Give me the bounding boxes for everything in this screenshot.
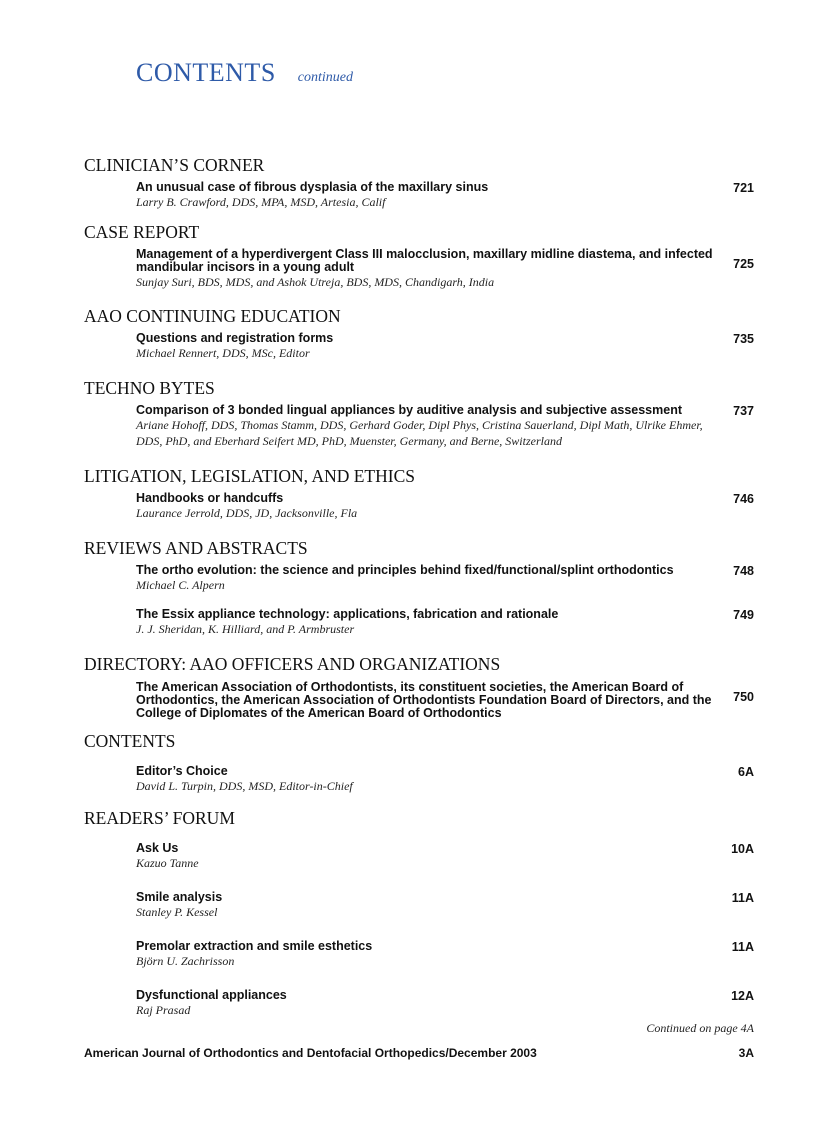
entry-title[interactable]: An unusual case of fibrous dysplasia of the maxillary sinus [136, 180, 489, 194]
entry-authors: Raj Prasad [136, 1003, 191, 1017]
toc-entry[interactable] [136, 608, 756, 637]
entry-page-number[interactable]: 749 [733, 608, 754, 622]
entry-title[interactable]: Management of a hyperdivergent Class III malocclusion, maxillary midline diastema, and infected mandibular incisors in a young adult [136, 247, 713, 274]
section-heading-litigation: LITIGATION, LEGISLATION, AND ETHICS [84, 466, 415, 486]
page-subtitle: continued [297, 70, 353, 85]
entry-page-number[interactable]: 721 [733, 181, 754, 195]
footer-journal: American Journal of Orthodontics and Dentofacial Orthopedics/December 2003 [84, 1046, 537, 1060]
toc-entry[interactable] [136, 181, 756, 210]
entry-page-number[interactable]: 735 [733, 332, 754, 346]
toc-entry[interactable] [136, 404, 756, 449]
toc-entry[interactable] [136, 842, 756, 871]
entry-title[interactable]: Ask Us [136, 841, 179, 855]
section-heading-reviews-and-abstracts: REVIEWS AND ABSTRACTS [84, 538, 308, 558]
page-title-text: CONTENTS [136, 58, 276, 87]
entry-authors: J. J. Sheridan, K. Hilliard, and P. Armbruster [136, 622, 355, 636]
section-heading-directory: DIRECTORY: AAO OFFICERS AND ORGANIZATIONS [84, 654, 501, 674]
entry-authors: Sunjay Suri, BDS, MDS, and Ashok Utreja, BDS, MDS, Chandigarh, India [136, 275, 495, 289]
entry-title[interactable]: Questions and registration forms [136, 331, 334, 345]
entry-authors: Ariane Hohoff, DDS, Thomas Stamm, DDS, Gerhard Goder, Dipl Phys, Cristina Sauerland, Dipl Math, Ulrike Ehmer, DDS, PhD, and Eberhard Seifert MD, PhD, Muenster, Germany, and Berne, Switzerland [136, 418, 703, 448]
entry-authors: Björn U. Zachrisson [136, 954, 235, 968]
continued-note: Continued on page 4A [646, 1021, 754, 1035]
entry-authors: Kazuo Tanne [136, 856, 199, 870]
entry-title[interactable]: Editor’s Choice [136, 764, 228, 778]
entry-page-number[interactable]: 12A [731, 989, 754, 1003]
entry-page-number[interactable]: 11A [731, 891, 754, 905]
toc-entry[interactable] [136, 940, 756, 969]
toc-entry[interactable] [136, 564, 756, 593]
entry-page-number[interactable]: 737 [733, 404, 754, 418]
toc-entry[interactable] [136, 681, 756, 720]
toc-entry[interactable] [136, 248, 756, 290]
page-title [136, 58, 353, 88]
entry-authors: Laurance Jerrold, DDS, JD, Jacksonville, Fla [136, 506, 358, 520]
entry-page-number[interactable]: 11A [731, 940, 754, 954]
entry-authors: Larry B. Crawford, DDS, MPA, MSD, Artesia, Calif [136, 195, 386, 209]
section-heading-case-report: CASE REPORT [84, 222, 200, 242]
toc-entry[interactable] [136, 891, 756, 920]
entry-page-number[interactable]: 748 [733, 564, 754, 578]
section-heading-readers-forum: READERS’ FORUM [84, 808, 235, 828]
entry-authors: David L. Turpin, DDS, MSD, Editor-in-Chief [136, 779, 353, 793]
entry-title[interactable]: Comparison of 3 bonded lingual appliances by auditive analysis and subjective assessment [136, 403, 682, 417]
entry-title[interactable]: Dysfunctional appliances [136, 988, 287, 1002]
entry-title[interactable]: Smile analysis [136, 890, 223, 904]
entry-page-number[interactable]: 746 [733, 492, 754, 506]
section-heading-clinicians-corner: CLINICIAN’S CORNER [84, 155, 265, 175]
toc-entry[interactable] [136, 989, 756, 1018]
section-heading-aao-continuing-education: AAO CONTINUING EDUCATION [84, 306, 341, 326]
toc-entry[interactable] [136, 765, 756, 794]
entry-authors: Michael Rennert, DDS, MSc, Editor [136, 346, 310, 360]
entry-authors: Michael C. Alpern [136, 578, 225, 592]
entry-title[interactable]: Handbooks or handcuffs [136, 491, 284, 505]
entry-authors: Stanley P. Kessel [136, 905, 218, 919]
entry-page-number[interactable]: 10A [731, 842, 754, 856]
entry-page-number[interactable]: 725 [733, 257, 754, 271]
entry-page-number[interactable]: 6A [738, 765, 754, 779]
section-heading-techno-bytes: TECHNO BYTES [84, 378, 215, 398]
entry-title[interactable]: The American Association of Orthodontists, its constituent societies, the American Board of Orthodontics, the American Association of Orthodontists Foundation Board of Directors, and the College of Diplomates of the American Board of Orthodontics [136, 680, 712, 720]
section-heading-contents: CONTENTS [84, 731, 176, 751]
entry-page-number[interactable]: 750 [733, 690, 754, 704]
footer-page-number: 3A [738, 1046, 754, 1060]
entry-title[interactable]: The ortho evolution: the science and principles behind fixed/functional/splint orthodontics [136, 563, 674, 577]
entry-title[interactable]: Premolar extraction and smile esthetics [136, 939, 373, 953]
toc-entry[interactable] [136, 332, 756, 361]
entry-title[interactable]: The Essix appliance technology: applications, fabrication and rationale [136, 607, 559, 621]
toc-entry[interactable] [136, 492, 756, 521]
